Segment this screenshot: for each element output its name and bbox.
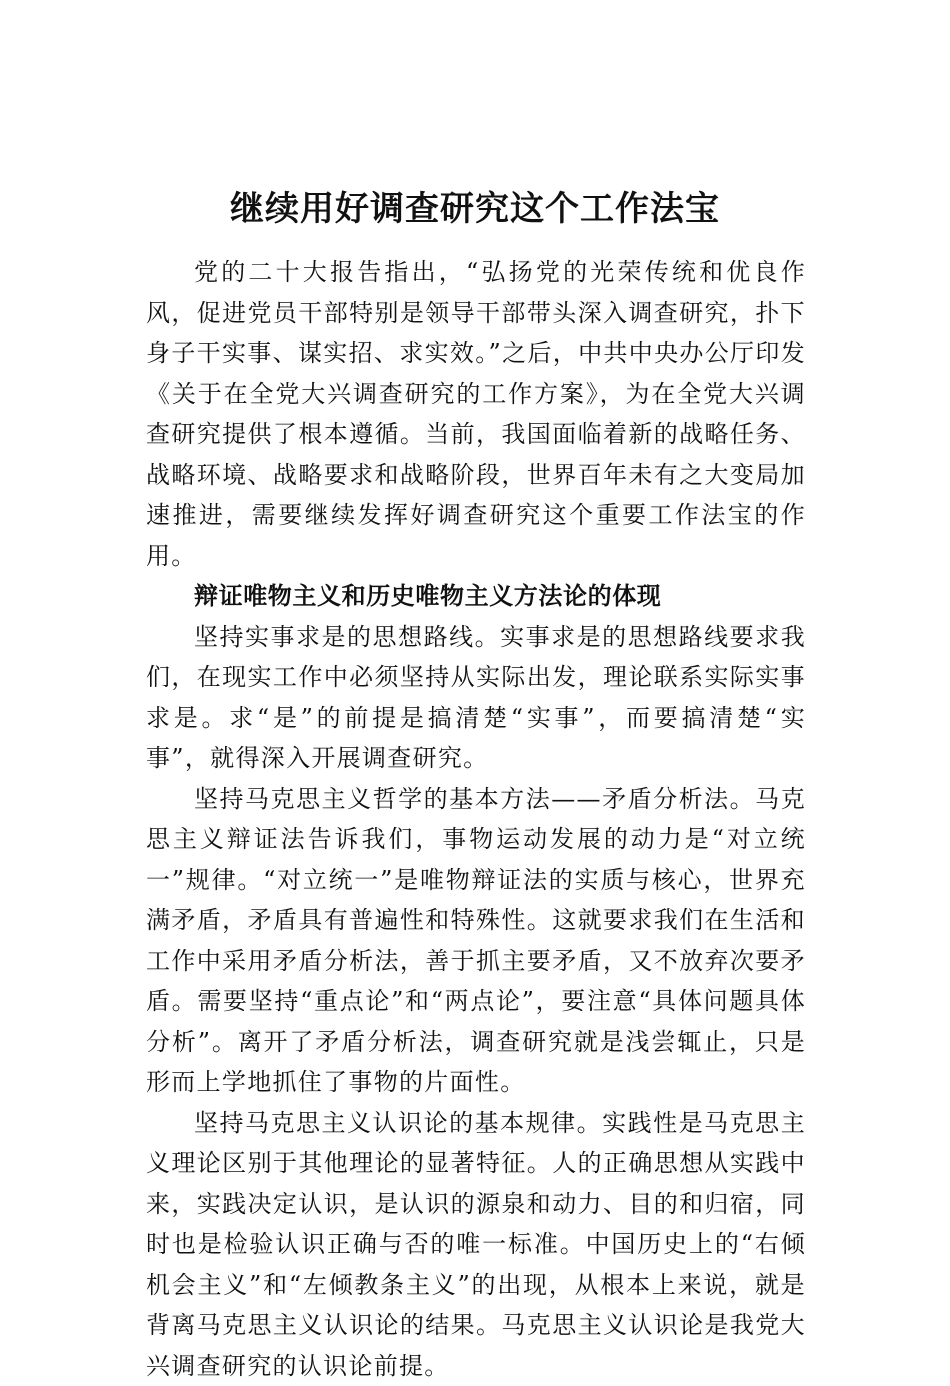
document-body (146, 252, 806, 1386)
paragraph-epistemology: 坚持马克思主义认识论的基本规律。实践性是马克思主义理论区别于其他理论的显著特征。人的正确思想从实践中来，实践决定认识，是认识的源泉和动力、目的和归宿，同时也是检验认识正确与否的唯一标准。中国历史上的“右倾机会主义”和“左倾教条主义”的出现，从根本上来说，就是背离马克思主义认识论的结果。马克思主义认识论是我党大兴调查研究的认识论前提。 (146, 1103, 806, 1386)
paragraph-contradiction-analysis: 坚持马克思主义哲学的基本方法——矛盾分析法。马克思主义辩证法告诉我们，事物运动发展的动力是“对立统一”规律。“对立统一”是唯物辩证法的实质与核心，世界充满矛盾，矛盾具有普遍性和特殊性。这就要求我们在生活和工作中采用矛盾分析法，善于抓主要矛盾，又不放弃次要矛盾。需要坚持“重点论”和“两点论”，要注意“具体问题具体分析”。离开了矛盾分析法，调查研究就是浅尝辄止，只是形而上学地抓住了事物的片面性。 (146, 779, 806, 1103)
intro-paragraph: 党的二十大报告指出，“弘扬党的光荣传统和优良作风，促进党员干部特别是领导干部带头深入调查研究，扑下身子干实事、谋实招、求实效。”之后，中共中央办公厅印发《关于在全党大兴调查研究的工作方案》，为在全党大兴调查研究提供了根本遵循。当前，我国面临着新的战略任务、战略环境、战略要求和战略阶段，世界百年未有之大变局加速推进，需要继续发挥好调查研究这个重要工作法宝的作用。 (146, 252, 806, 576)
paragraph-seek-truth: 坚持实事求是的思想路线。实事求是的思想路线要求我们，在现实工作中必须坚持从实际出发，理论联系实际实事求是。求“是”的前提是搞清楚“实事”，而要搞清楚“实事”，就得深入开展调查研究。 (146, 617, 806, 779)
document-title: 继续用好调查研究这个工作法宝 (0, 181, 950, 237)
section-heading: 辩证唯物主义和历史唯物主义方法论的体现 (146, 576, 806, 617)
